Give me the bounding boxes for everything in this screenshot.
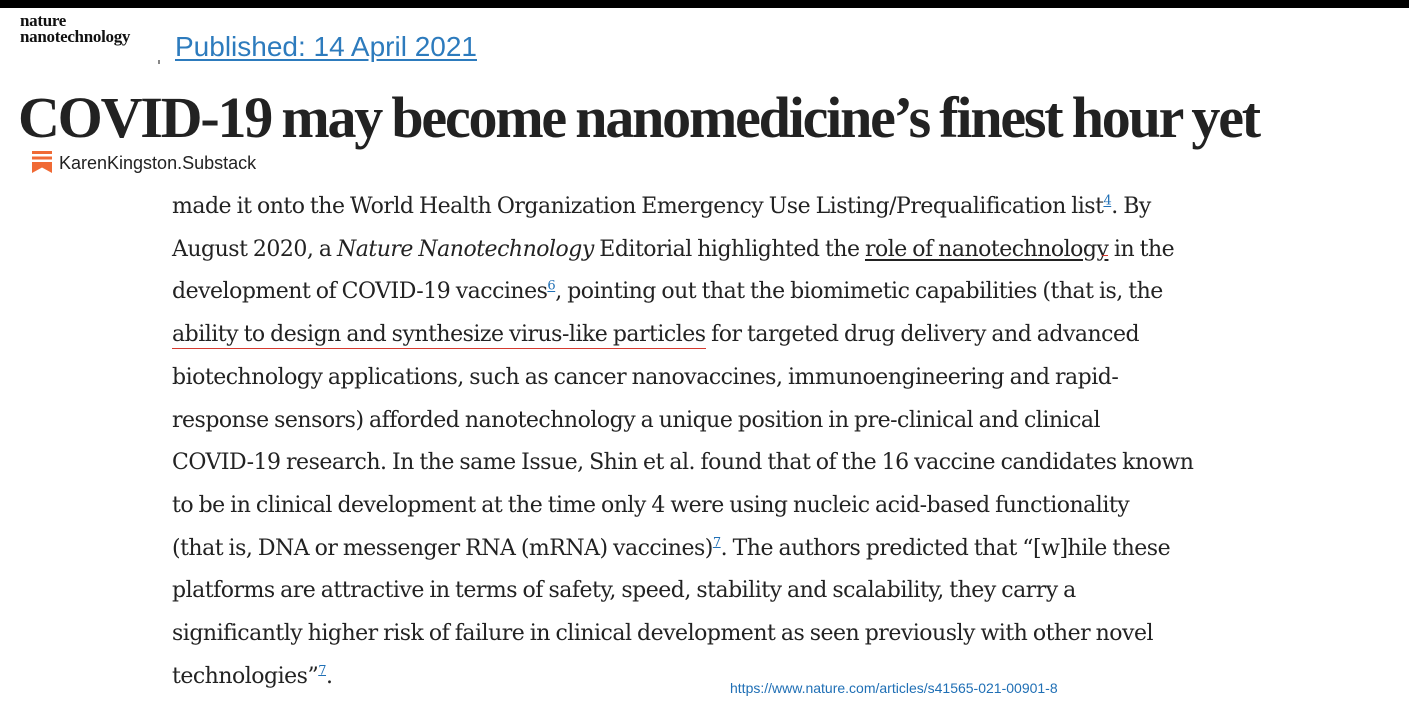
logo-divider xyxy=(158,60,160,64)
article-body xyxy=(172,186,1242,698)
logo-line-nanotechnology: nanotechnology xyxy=(20,27,131,46)
top-black-bar xyxy=(0,0,1409,8)
source-url-link[interactable]: https://www.nature.com/articles/s41565-021-00901-8 xyxy=(730,680,1058,696)
reference-superscript xyxy=(713,535,721,550)
body-line: biotechnology applications, such as cancer nanovaccines, immunoengineering and rapid- xyxy=(172,364,1119,390)
body-line: August 2020, a Nature Nanotechnology Editorial highlighted the role of nanotechnology in the xyxy=(172,236,1175,262)
underlined-phrase-virus-like-particles: ability to design and synthesize virus-like particles xyxy=(172,322,706,348)
body-line: development of COVID-19 vaccines$^6$, pointing out that the biomimetic capabilities (that is, the xyxy=(172,279,1163,305)
body-line: to be in clinical development at the time only 4 were using nucleic acid-based functionality xyxy=(172,492,1130,518)
reference-superscript xyxy=(318,663,326,678)
body-line: technologies”$^7$. xyxy=(172,663,333,689)
body-line: (that is, DNA or messenger RNA (mRNA) vaccines)$^7$. The authors predicted that “[w]hile these xyxy=(172,535,1171,561)
body-line: COVID-19 research. In the same Issue, Shin et al. found that of the 16 vaccine candidates known xyxy=(172,450,1194,476)
reference-link-6[interactable]: 6 xyxy=(547,279,556,295)
body-line: platforms are attractive in terms of safety, speed, stability and scalability, they carry a xyxy=(172,578,1076,604)
author-name: KarenKingston.Substack xyxy=(59,153,257,173)
journal-logo xyxy=(20,13,130,45)
author-line xyxy=(32,151,256,178)
reference-link-7-second[interactable]: 7 xyxy=(318,663,327,679)
body-line: response sensors) afforded nanotechnology a unique position in pre-clinical and clinical xyxy=(172,407,1101,433)
logo-line-nature: nature xyxy=(20,11,67,30)
body-line: ability to design and synthesize virus-like particles for targeted drug delivery and advanced xyxy=(172,322,1140,348)
body-line: significantly higher risk of failure in clinical development as seen previously with other novel xyxy=(172,621,1154,647)
published-date-link[interactable]: Published: 14 April 2021 xyxy=(175,31,477,62)
reference-link-4[interactable]: 4 xyxy=(1103,193,1112,209)
reference-link-7[interactable]: 7 xyxy=(712,535,721,551)
underlined-phrase-role-of-nanotechnology: role of nanotechnology xyxy=(864,236,1109,262)
article-headline: COVID-19 may become nanomedicine’s finest hour yet xyxy=(18,85,1259,150)
body-line: made it onto the World Health Organization Emergency Use Listing/Prequalification list$^4$. By xyxy=(172,193,1151,219)
bookmark-icon xyxy=(32,151,52,178)
journal-title-italic: Nature Nanotechnology xyxy=(337,236,594,262)
